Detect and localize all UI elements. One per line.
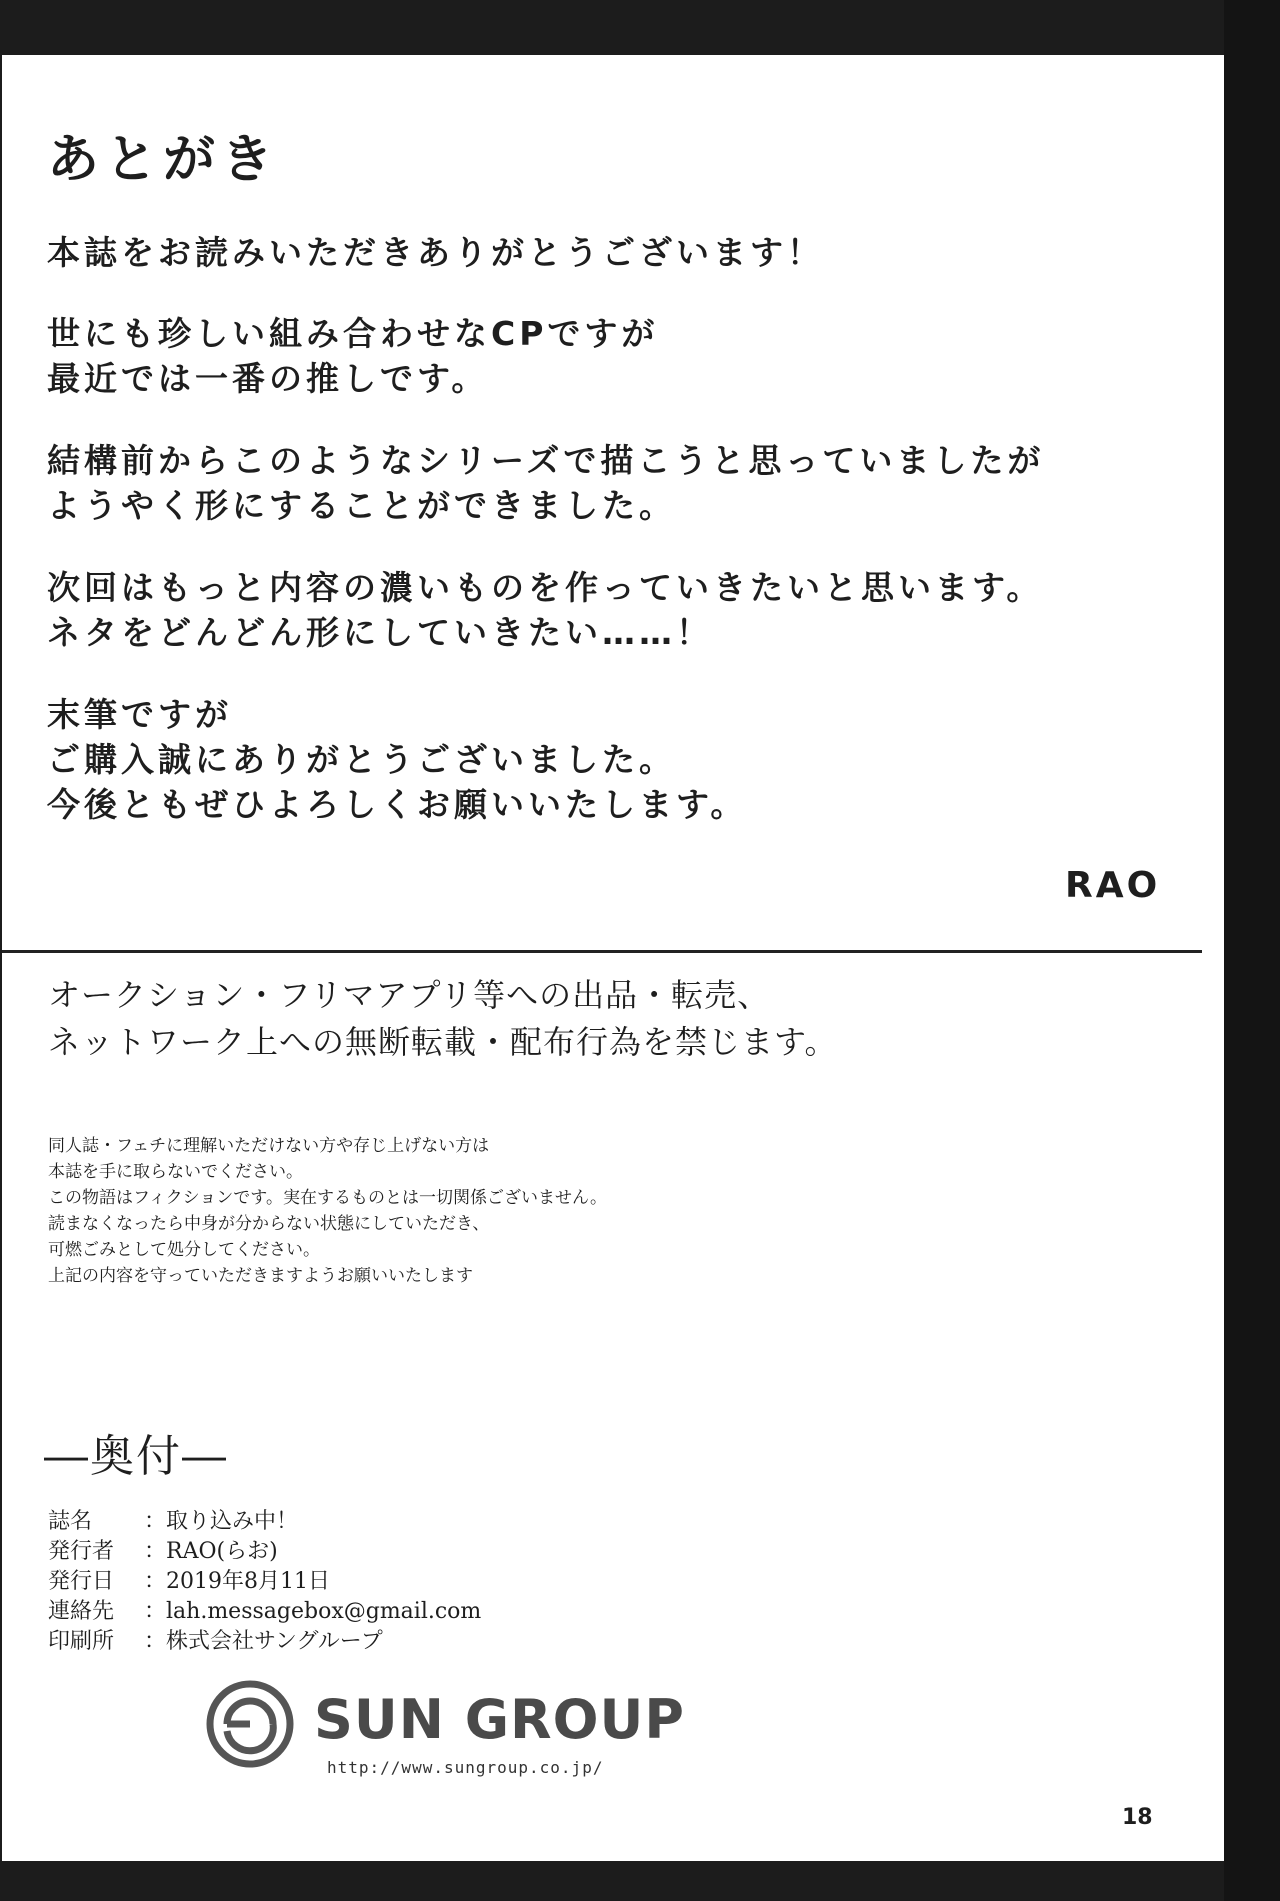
colophon-row-date <box>48 1567 330 1597</box>
colophon-row-contact <box>48 1597 481 1627</box>
printer-logo-name: SUN GROUP <box>314 1688 685 1751</box>
colophon-key: 誌名 <box>48 1509 93 1534</box>
notice-line: オークション・フリマアプリ等への出品・転売、 <box>48 976 771 1014</box>
book-page <box>2 55 1224 1861</box>
afterword-line: 次回はもっと内容の濃いものを作っていきたいと思います。 <box>47 568 1044 607</box>
afterword-line: ネタをどんどん形にしていきたい……！ <box>47 613 713 652</box>
colophon-title: ―奥付― <box>44 1431 228 1482</box>
notice-line: ネットワーク上への無断転載・配布行為を禁じます。 <box>48 1023 838 1061</box>
colophon-key: 発行者 <box>48 1539 115 1564</box>
printer-logo-url: http://www.sungroup.co.jp/ <box>327 1758 604 1777</box>
colophon-value: ：2019年8月11日 <box>144 1569 330 1594</box>
colophon-key: 連絡先 <box>48 1599 115 1624</box>
author-signature: RAO <box>1065 865 1161 906</box>
afterword-line: 世にも珍しい組み合わせなCPですが <box>47 314 659 353</box>
disclaimer-line: 同人誌・フェチに理解いただけない方や存じ上げない方は <box>48 1136 490 1156</box>
colophon-key: 発行日 <box>48 1569 115 1594</box>
colophon-row-publisher <box>48 1537 278 1567</box>
afterword-line: ようやく形にすることができました。 <box>47 486 676 525</box>
disclaimer-line: この物語はフィクションです。実在するものとは一切関係ございません。 <box>48 1188 607 1208</box>
afterword-line: 今後ともぜひよろしくお願いいたします。 <box>47 785 748 824</box>
afterword-line: 末筆ですが <box>47 695 232 734</box>
afterword-line: 結構前からこのようなシリーズで描こうと思っていましたが <box>47 441 1045 480</box>
afterword-heading: あとがき <box>47 130 280 190</box>
afterword-line: 本誌をお読みいただきありがとうございます！ <box>47 233 824 272</box>
colophon-value: ：RAO(らお) <box>144 1539 278 1564</box>
colophon-value: ：株式会社サングループ <box>144 1629 383 1654</box>
section-divider <box>2 950 1202 953</box>
scan-border <box>1224 0 1280 1901</box>
colophon-value: ：lah.messagebox@gmail.com <box>144 1599 482 1624</box>
afterword-line: ご購入誠にありがとうございました。 <box>47 740 676 779</box>
sun-group-logo-icon <box>205 1679 295 1769</box>
colophon-value: ：取り込み中！ <box>144 1509 299 1534</box>
page-number: 18 <box>1122 1805 1153 1830</box>
disclaimer-line: 本誌を手に取らないでください。 <box>48 1162 303 1182</box>
colophon-key: 印刷所 <box>48 1629 115 1654</box>
colophon-row-title <box>48 1507 298 1537</box>
disclaimer-line: 読まなくなったら中身が分からない状態にしていただき、 <box>48 1214 490 1234</box>
disclaimer-line: 可燃ごみとして処分してください。 <box>48 1240 320 1260</box>
colophon-row-printer <box>48 1627 383 1657</box>
disclaimer-line: 上記の内容を守っていただきますようお願いいたします <box>48 1266 473 1286</box>
afterword-line: 最近では一番の推しです。 <box>47 359 489 398</box>
